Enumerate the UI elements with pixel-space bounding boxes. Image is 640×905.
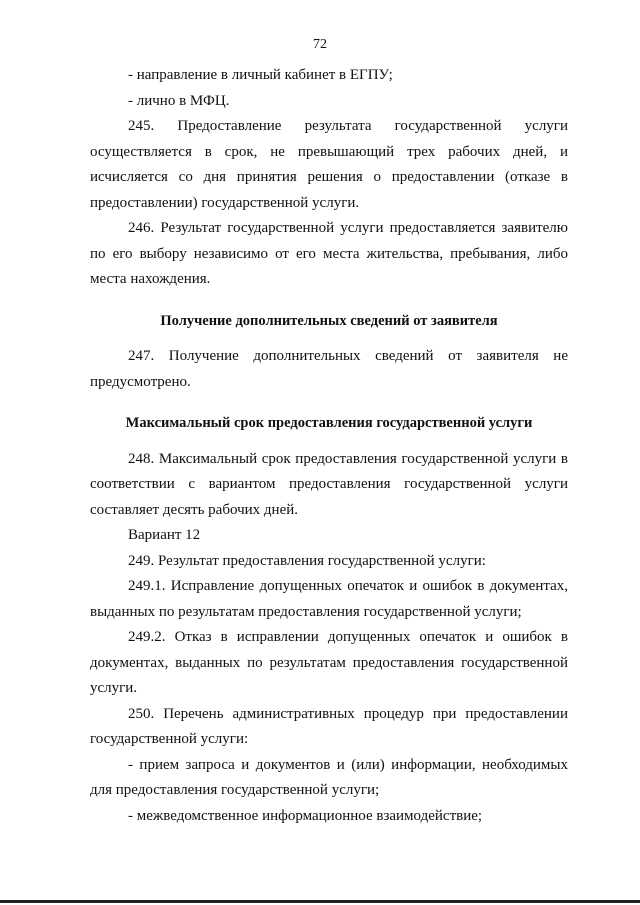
paragraph-248: 248. Максимальный срок предоставления государственной услуги в соответствии с вариантом предоставления государственной услуги составляет десять рабочих дней.	[90, 450, 568, 518]
paragraph-247: 247. Получение дополнительных сведений от заявителя не предусмотрено.	[90, 348, 568, 390]
paragraph-249: 249. Результат предоставления государственной услуги:	[128, 552, 486, 569]
paragraph-delivery-egpu: - направление в личный кабинет в ЕГПУ;	[128, 67, 393, 83]
paragraph-245: 245. Предоставление результата государственной услуги осуществляется в срок, не превышающий трех рабочих дней, и исчисляется со дня принятия решения о предоставлении (отказе в предоставлении) государственной услуги.	[90, 118, 568, 211]
paragraph-249-2: 249.2. Отказ в исправлении допущенных опечаток и ошибок в документах, выданных по результатам предоставления государственной услуги.	[90, 629, 568, 696]
page-number: 72	[313, 37, 327, 52]
paragraph-246: 246. Результат государственной услуги предоставляется заявителю по его выбору независимо от его места жительства, пребывания, либо места нахождения.	[90, 220, 568, 287]
paragraph-variant-12: Вариант 12	[128, 527, 201, 543]
paragraph-procedure-request: - прием запроса и документов и (или) информации, необходимых для предоставления государственной услуги;	[90, 756, 568, 798]
page-body	[90, 63, 568, 829]
section-heading-additional-info: Получение дополнительных сведений от заявителя	[160, 312, 498, 329]
paragraph-delivery-mfc: - лично в МФЦ.	[128, 92, 230, 109]
paragraph-249-1: 249.1. Исправление допущенных опечаток и ошибок в документах, выданных по результатам предоставления государственной услуги;	[90, 578, 568, 620]
paragraph-250: 250. Перечень административных процедур при предоставлении государственной услуги:	[90, 705, 568, 747]
section-heading-max-term: Максимальный срок предоставления государственной услуги	[125, 415, 533, 431]
page-bottom-edge	[0, 900, 640, 903]
paragraph-procedure-interagency: - межведомственное информационное взаимодействие;	[128, 807, 483, 824]
